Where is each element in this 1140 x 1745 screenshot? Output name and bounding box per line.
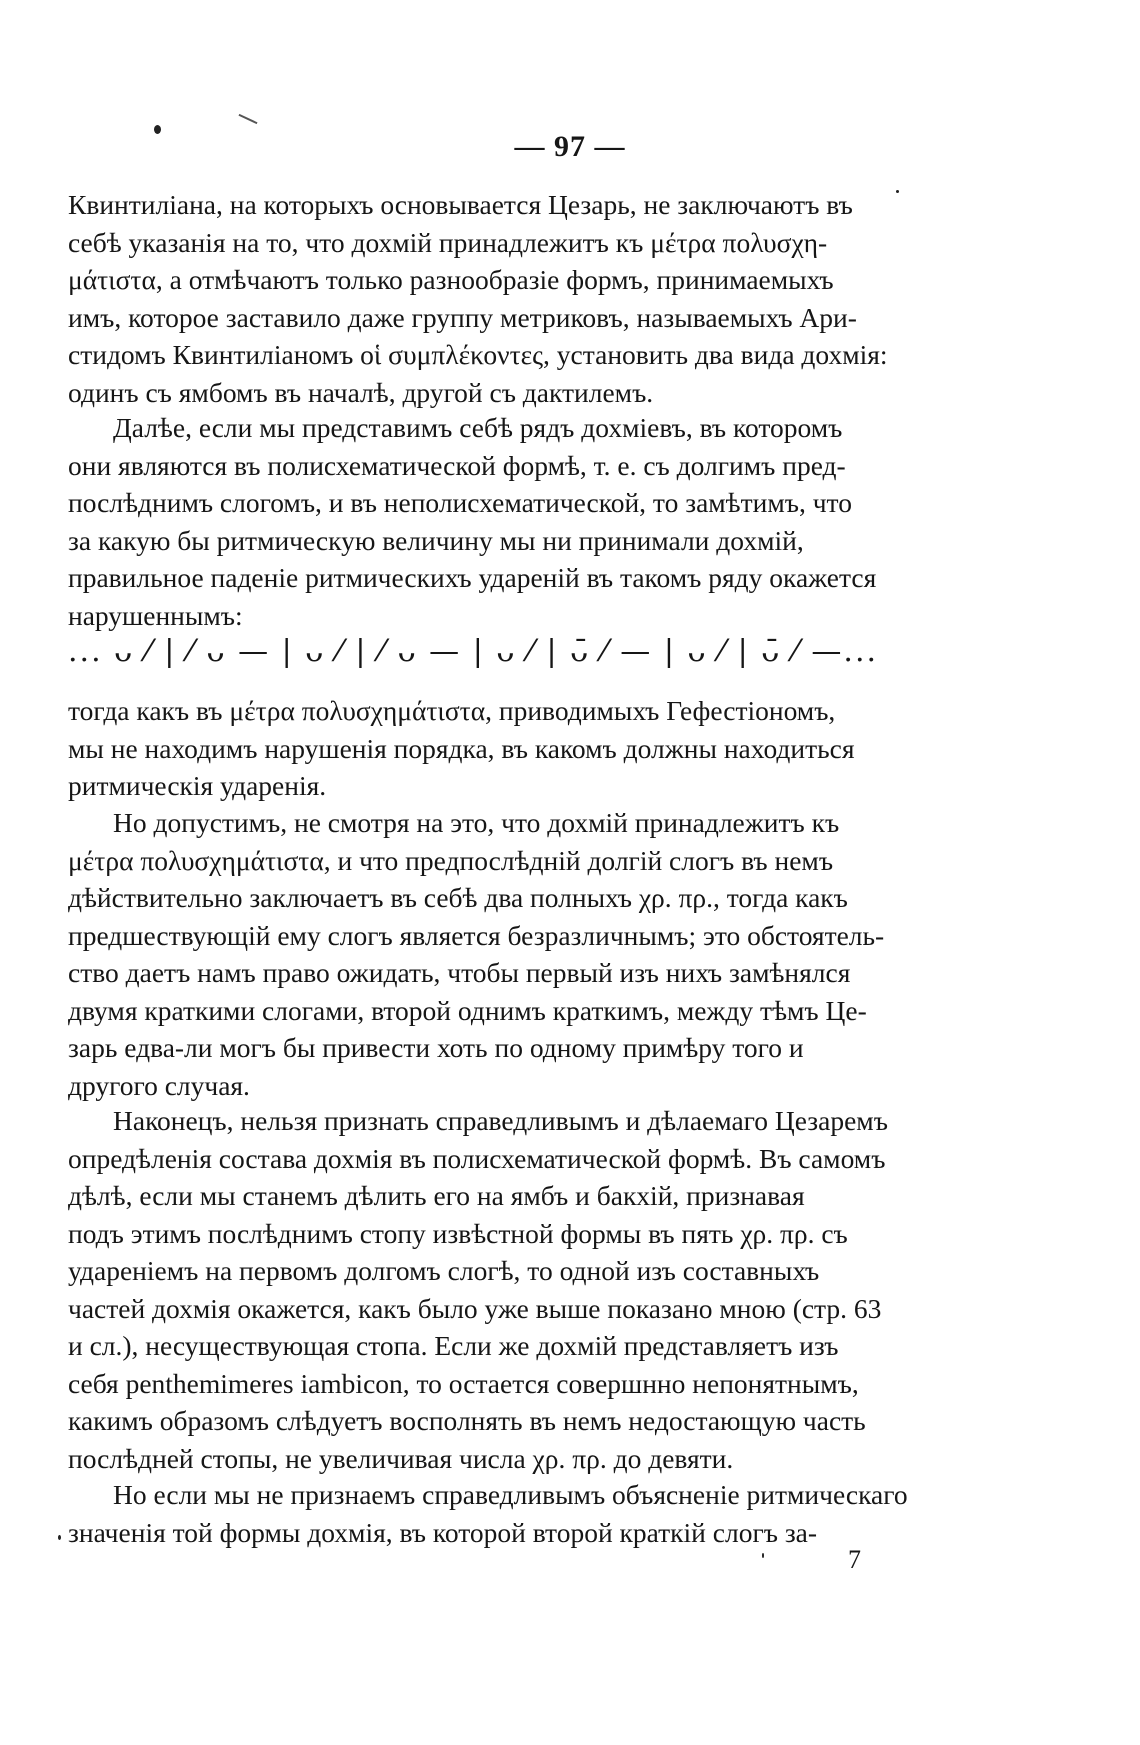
text-line: Далѣе, если мы представимъ себѣ рядъ дохміевъ, въ которомъ: [113, 412, 843, 443]
text-line: послѣдней стопы, не увеличивая числа χρ. πρ. до девяти.: [68, 1442, 734, 1474]
paragraph-6: [68, 1476, 928, 1551]
paragraph-2: [68, 409, 928, 634]
paragraph-3: [68, 692, 928, 805]
ink-speck: [58, 1535, 61, 1540]
ink-speck: [762, 1553, 764, 1558]
paragraph-5: [68, 1102, 928, 1477]
text-line: удареніемъ на первомъ долгомъ слогѣ, то одной изъ составныхъ: [68, 1255, 820, 1286]
text-line: подъ этимъ послѣднимъ стопу извѣстной формы въ пять χρ. πρ. съ: [68, 1217, 848, 1249]
text-line: Квинтиліана, на которыхъ основывается Цезарь, не заключаютъ въ: [68, 189, 853, 220]
text-line: себѣ указанія на то, что дохмій принадлежитъ къ μέτρα πολυσχη-: [68, 226, 828, 258]
text-line: имъ, которое заставило даже группу метриковъ, называемыхъ Ари-: [68, 301, 857, 333]
text-line: одинъ съ ямбомъ въ началѣ, другой съ дактилемъ.: [68, 376, 654, 408]
text-line: и сл.), несуществующая стопа. Если же дохмій представляетъ изъ: [68, 1330, 839, 1361]
text-line: они являются въ полисхематической формѣ, т. е. съ долгимъ пред-: [68, 449, 846, 481]
ink-speck: [896, 190, 899, 193]
text-line: μέτρα πολυσχημάτιστα, и что предпослѣдній долгій слогъ въ немъ: [68, 844, 834, 876]
text-line: Но если мы не признаемъ справедливымъ объясненіе ритмическаго: [113, 1479, 908, 1510]
text-line: дѣлѣ, если мы станемъ дѣлить его на ямбъ и бакхій, признавая: [68, 1180, 805, 1211]
text-line: какимъ образомъ слѣдуетъ восполнять въ немъ недостающую часть: [68, 1405, 866, 1436]
ink-scratch: [239, 114, 258, 124]
text-line: ритмическія ударенія.: [68, 770, 327, 801]
text-line: правильное паденіе ритмическихъ ударенiй въ такомъ ряду окажется: [68, 562, 877, 593]
paragraph-4: [68, 804, 928, 1104]
text-line: опредѣленія состава дохмія въ полисхематической формѣ. Въ самомъ: [68, 1142, 886, 1174]
text-line: двумя краткими слогами, второй однимъ краткимъ, между тѣмъ Це-: [68, 994, 867, 1026]
text-line: μάτιστα, а отмѣчаютъ только разнообразіе формъ, принимаемыхъ: [68, 264, 834, 295]
text-line: за какую бы ритмическую величину мы ни принимали дохмій,: [68, 524, 804, 556]
text-line: Но допустимъ, не смотря на это, что дохмій принадлежитъ къ: [113, 807, 840, 838]
text-line: стидомъ Квинтиліаномъ οἱ συμπλέκοντες, установить два вида дохмія:: [68, 339, 888, 370]
text-line: себя penthemimeres iambicon, то остается совершнно непонятнымъ,: [68, 1367, 859, 1399]
text-line: послѣднимъ слогомъ, и въ неполисхематической, то замѣтимъ, что: [68, 487, 852, 518]
text-line: предшествующій ему слогъ является безразличнымъ; это обстоятель-: [68, 919, 885, 951]
text-line: зарь едва-ли могъ бы привести хоть по одному примѣру того и: [68, 1032, 804, 1063]
ink-speck: [154, 125, 161, 134]
text-line: нарушеннымъ:: [68, 599, 243, 631]
text-line: тогда какъ въ μέτρα πολυσχημάτιστα, приводимыхъ Гефестіономъ,: [68, 695, 836, 726]
text-line: значенія той формы дохмія, въ которой второй краткій слогъ за-: [68, 1516, 818, 1548]
paragraph-1: [68, 186, 928, 411]
page-number: — 97 —: [514, 130, 626, 163]
signature-mark: 7: [848, 1545, 861, 1574]
text-line: мы не находимъ нарушенія порядка, въ какомъ должны находиться: [68, 732, 855, 764]
text-line: частей дохмія окажется, какъ было уже выше показано мною (стр. 63: [68, 1292, 882, 1324]
text-line: другого случая.: [68, 1069, 250, 1101]
text-line: дѣйствительно заключаетъ въ себѣ два полныхъ χρ. πρ., тогда какъ: [68, 882, 848, 913]
meter-scheme: ... ᴗ ⁄ | ⁄ ᴗ — | ᴗ ⁄ | ⁄ ᴗ — | ᴗ ⁄ | ᴗ̄ ⁄ — | ᴗ ⁄ | ᴗ̄ ⁄ —...: [68, 634, 879, 669]
text-line: Наконецъ, нельзя признать справедливымъ и дѣлаемаго Цезаремъ: [113, 1105, 888, 1136]
text-line: ство даетъ намъ право ожидать, чтобы первый изъ нихъ замѣнялся: [68, 957, 851, 988]
